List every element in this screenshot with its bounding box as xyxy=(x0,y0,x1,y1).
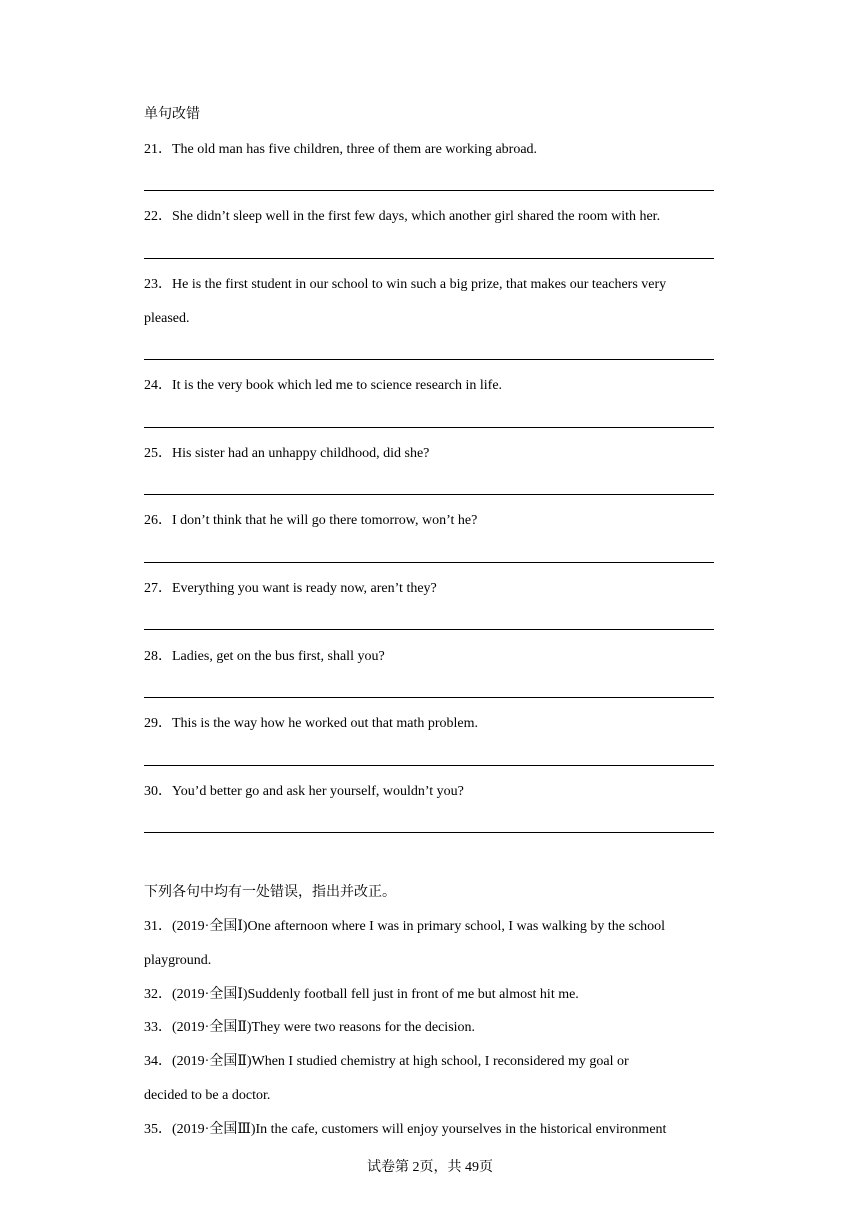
answer-line-28[interactable] xyxy=(144,697,714,698)
question-25 xyxy=(144,444,429,464)
question-30 xyxy=(144,782,464,802)
answer-line-30[interactable] xyxy=(144,832,714,833)
question-text: This is the way how he worked out that math problem. xyxy=(172,716,478,731)
question-text: (2019·全国Ⅱ)They were two reasons for the decision. xyxy=(172,1020,476,1035)
question-27 xyxy=(144,579,437,599)
question-21 xyxy=(144,140,537,160)
question-33 xyxy=(144,1018,475,1038)
question-number: 27． xyxy=(144,581,172,596)
question-text: The old man has five children, three of them are working abroad. xyxy=(172,142,538,157)
answer-line-23[interactable] xyxy=(144,359,714,360)
question-28 xyxy=(144,647,385,667)
question-35 xyxy=(144,1120,666,1140)
question-number: 26． xyxy=(144,513,172,528)
question-text: Everything you want is ready now, aren’t they? xyxy=(172,581,437,596)
question-text: His sister had an unhappy childhood, did she? xyxy=(172,446,430,461)
question-text: I don’t think that he will go there tomorrow, won’t he? xyxy=(172,513,478,528)
question-number: 29． xyxy=(144,716,172,731)
question-text: (2019·全国Ⅲ)In the cafe, customers will enjoy yourselves in the historical environment xyxy=(172,1122,667,1137)
question-text: (2019·全国Ⅰ)One afternoon where I was in primary school, I was walking by the school xyxy=(172,919,666,934)
question-number: 21． xyxy=(144,142,172,157)
question-31 xyxy=(144,917,665,937)
question-number: 31． xyxy=(144,919,172,934)
answer-line-24[interactable] xyxy=(144,427,714,428)
question-number: 35． xyxy=(144,1122,172,1137)
answer-line-25[interactable] xyxy=(144,494,714,495)
question-23-continued: pleased. xyxy=(144,311,190,326)
question-text: (2019·全国Ⅰ)Suddenly football fell just in front of me but almost hit me. xyxy=(172,987,579,1002)
question-31-continued: playground. xyxy=(144,953,212,968)
question-text: (2019·全国Ⅱ)When I studied chemistry at high school, I reconsidered my goal or xyxy=(172,1054,629,1069)
question-23 xyxy=(144,275,666,295)
question-number: 33． xyxy=(144,1020,172,1035)
question-number: 23． xyxy=(144,277,172,292)
question-34-continued: decided to be a doctor. xyxy=(144,1088,271,1103)
question-24 xyxy=(144,376,502,396)
question-number: 32． xyxy=(144,987,172,1002)
section-heading-find-errors: 下列各句中均有一处错误，指出并改正。 xyxy=(144,885,396,900)
question-29 xyxy=(144,714,478,734)
question-text: He is the first student in our school to win such a big prize, that makes our teachers very xyxy=(172,277,667,292)
question-number: 22． xyxy=(144,209,172,224)
section-heading-correction: 单句改错 xyxy=(144,107,200,122)
question-text: She didn’t sleep well in the first few days, which another girl shared the room with her. xyxy=(172,209,661,224)
question-22 xyxy=(144,207,660,227)
question-number: 24． xyxy=(144,378,172,393)
question-26 xyxy=(144,511,477,531)
question-number: 25． xyxy=(144,446,172,461)
answer-line-27[interactable] xyxy=(144,629,714,630)
answer-line-22[interactable] xyxy=(144,258,714,259)
question-number: 34． xyxy=(144,1054,172,1069)
question-text: It is the very book which led me to science research in life. xyxy=(172,378,503,393)
question-text: Ladies, get on the bus first, shall you? xyxy=(172,649,385,664)
answer-line-21[interactable] xyxy=(144,190,714,191)
question-text: You’d better go and ask her yourself, wouldn’t you? xyxy=(172,784,464,799)
question-number: 30． xyxy=(144,784,172,799)
answer-line-29[interactable] xyxy=(144,765,714,766)
question-34 xyxy=(144,1052,629,1072)
page-footer: 试卷第 2页，共 49页 xyxy=(367,1160,493,1175)
answer-line-26[interactable] xyxy=(144,562,714,563)
question-number: 28． xyxy=(144,649,172,664)
question-32 xyxy=(144,985,579,1005)
